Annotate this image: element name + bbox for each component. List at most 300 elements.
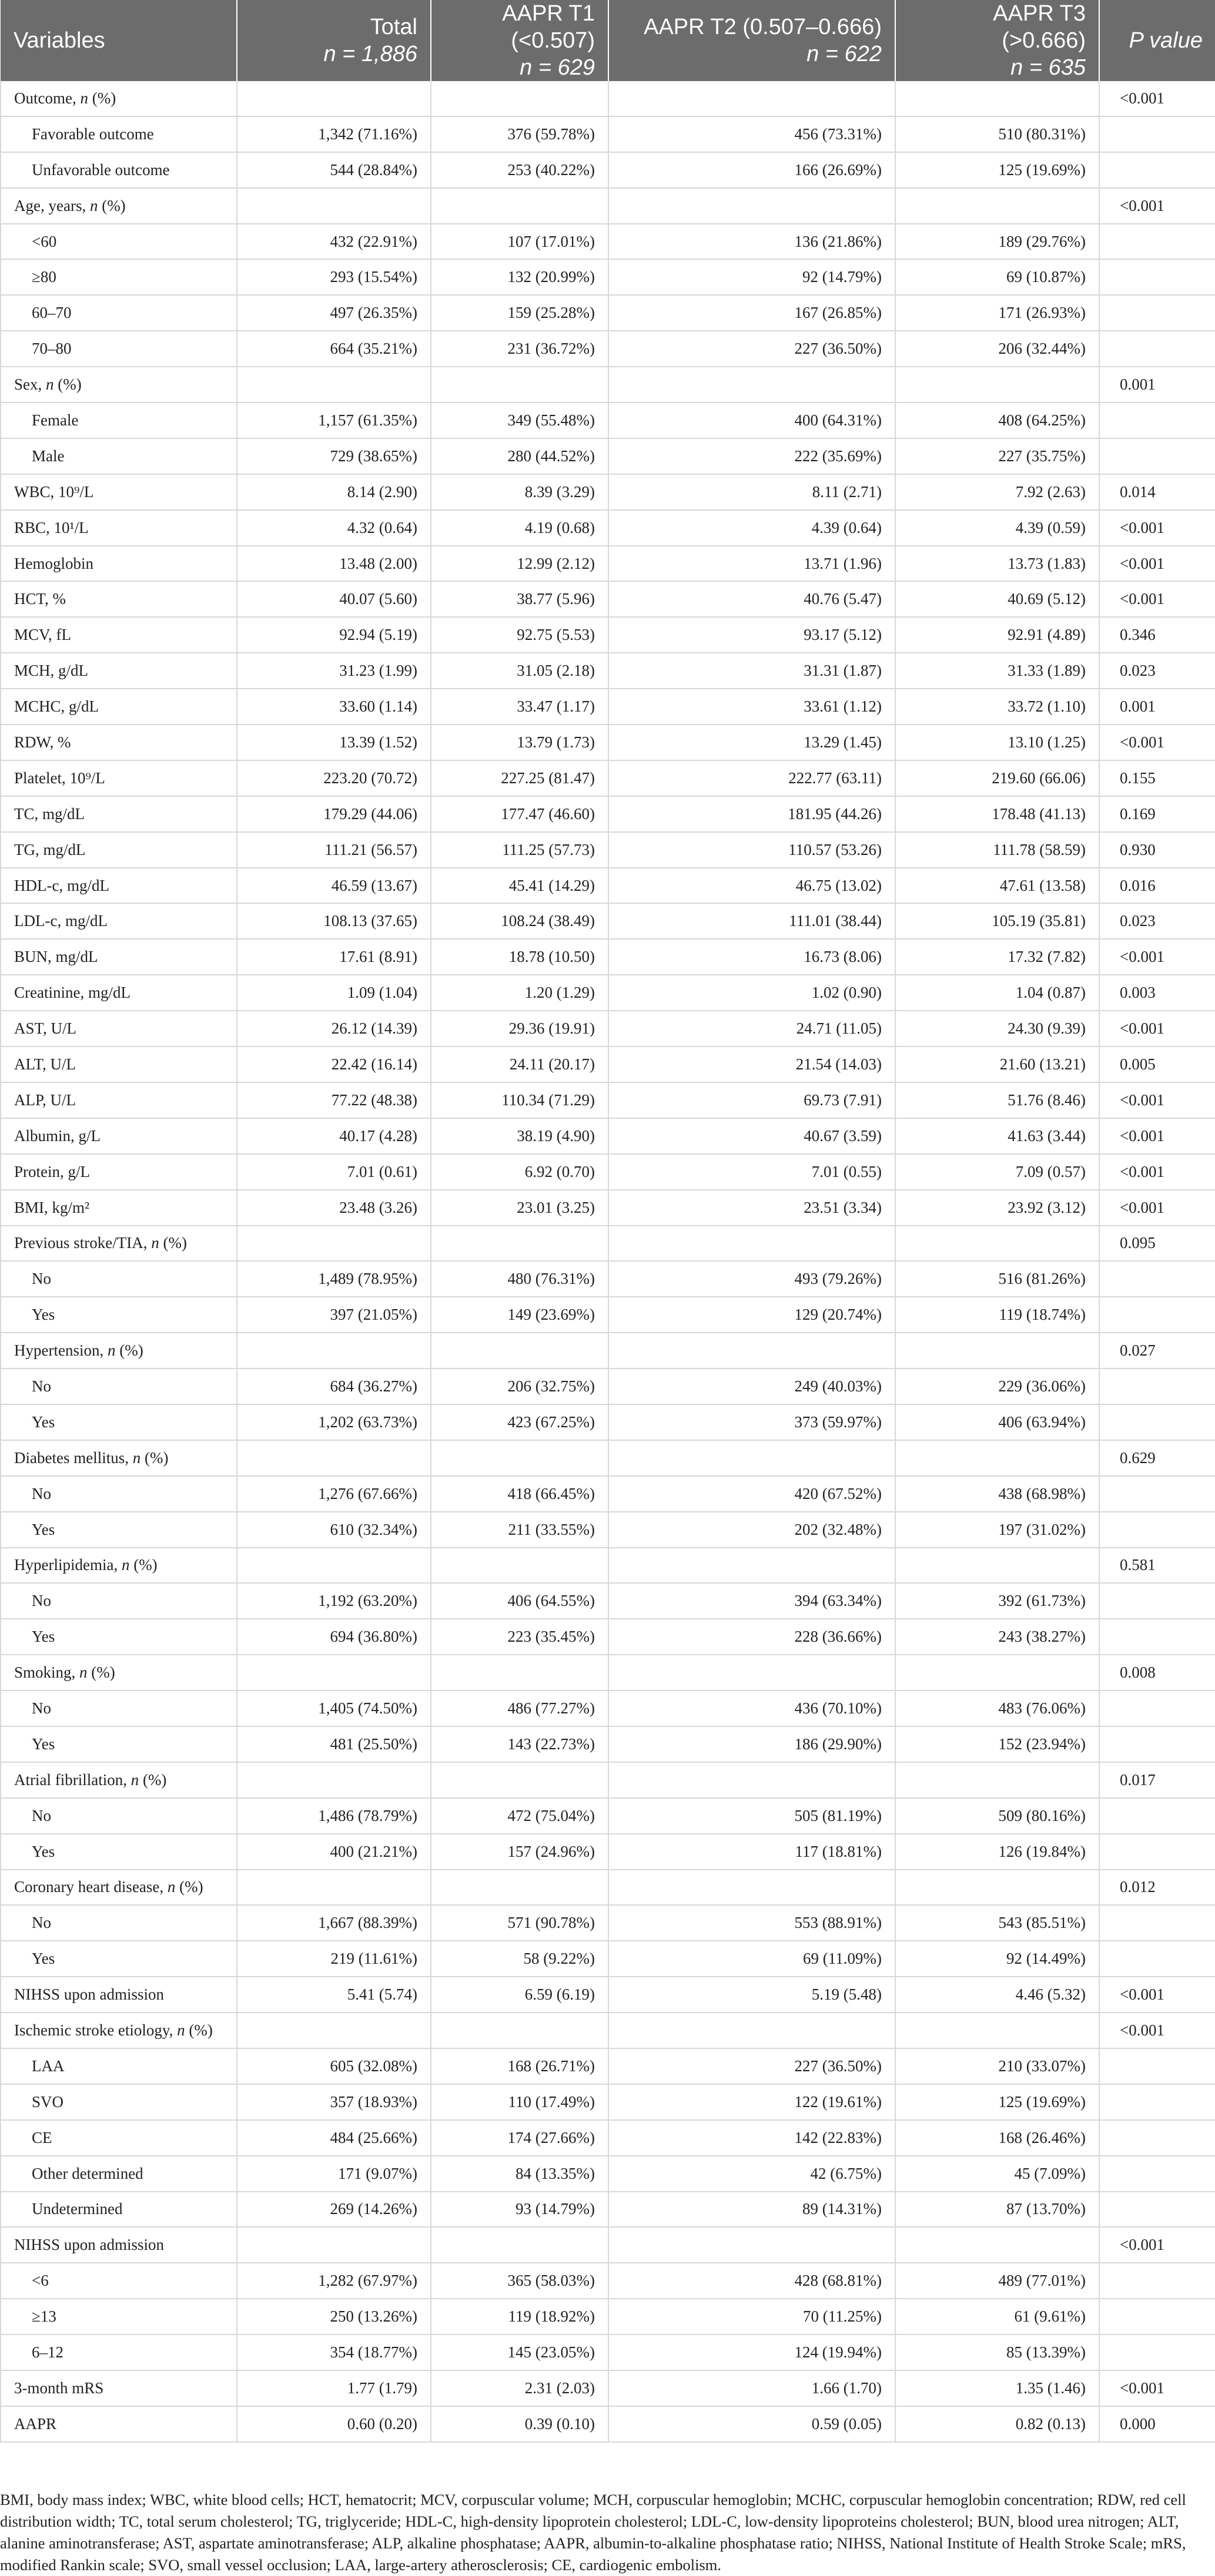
row-label: TG, mg/dL bbox=[1, 832, 237, 868]
p-value-cell bbox=[1099, 1905, 1215, 1941]
table-cell: 1.02 (0.90) bbox=[608, 975, 895, 1011]
table-body bbox=[1, 81, 1215, 2442]
table-cell: 249 (40.03%) bbox=[608, 1368, 895, 1404]
p-value-cell: <0.001 bbox=[1099, 81, 1215, 116]
table-cell: 110 (17.49%) bbox=[431, 2084, 608, 2120]
p-value-cell bbox=[1099, 1798, 1215, 1834]
p-value-cell: 0.003 bbox=[1099, 975, 1215, 1011]
table-cell: 684 (36.27%) bbox=[237, 1368, 431, 1404]
row-label: HCT, % bbox=[1, 581, 237, 617]
table-cell: 31.05 (2.18) bbox=[431, 653, 608, 689]
table-row bbox=[1, 2263, 1215, 2299]
table-cell bbox=[608, 367, 895, 402]
table-cell: 497 (26.35%) bbox=[237, 295, 431, 331]
p-value-cell bbox=[1099, 331, 1215, 367]
row-label: 3-month mRS bbox=[1, 2370, 237, 2406]
row-label: Ischemic stroke etiology, n (%) bbox=[1, 2012, 237, 2048]
row-label: MCV, fL bbox=[1, 617, 237, 653]
table-cell: 456 (73.31%) bbox=[608, 116, 895, 152]
table-cell: 544 (28.84%) bbox=[237, 152, 431, 188]
table-cell: 509 (80.16%) bbox=[895, 1798, 1099, 1834]
header-aapr-t1: AAPR T1 (<0.507) n = 629 bbox=[431, 0, 608, 81]
p-value-cell: <0.001 bbox=[1099, 188, 1215, 224]
table-cell: 1.09 (1.04) bbox=[237, 975, 431, 1011]
table-cell: 38.19 (4.90) bbox=[431, 1118, 608, 1154]
table-row bbox=[1, 1368, 1215, 1404]
row-label: Male bbox=[1, 438, 237, 474]
table-cell: 92.94 (5.19) bbox=[237, 617, 431, 653]
table-cell: 171 (9.07%) bbox=[237, 2156, 431, 2192]
p-value-cell: 0.000 bbox=[1099, 2406, 1215, 2442]
row-label: Yes bbox=[1, 1619, 237, 1655]
p-value-cell bbox=[1099, 152, 1215, 188]
table-cell: 227 (36.50%) bbox=[608, 2048, 895, 2084]
row-label: Atrial fibrillation, n (%) bbox=[1, 1762, 237, 1798]
table-cell: 17.61 (8.91) bbox=[237, 939, 431, 975]
table-cell: 119 (18.74%) bbox=[895, 1297, 1099, 1333]
table-cell: 168 (26.71%) bbox=[431, 2048, 608, 2084]
row-label: Other determined bbox=[1, 2156, 237, 2192]
table-cell: 392 (61.73%) bbox=[895, 1583, 1099, 1619]
table-cell: 210 (33.07%) bbox=[895, 2048, 1099, 2084]
p-value-cell: 0.012 bbox=[1099, 1870, 1215, 1906]
table-cell: 84 (13.35%) bbox=[431, 2156, 608, 2192]
table-row bbox=[1, 1941, 1215, 1977]
table-cell: 197 (31.02%) bbox=[895, 1512, 1099, 1548]
row-label: No bbox=[1, 1368, 237, 1404]
table-cell: 13.39 (1.52) bbox=[237, 724, 431, 760]
table-cell bbox=[608, 1548, 895, 1584]
table-row bbox=[1, 903, 1215, 939]
table-cell: 124 (19.94%) bbox=[608, 2334, 895, 2370]
table-cell: 111.21 (56.57) bbox=[237, 832, 431, 868]
table-cell: 222 (35.69%) bbox=[608, 438, 895, 474]
row-label: Sex, n (%) bbox=[1, 367, 237, 402]
table-cell: 489 (77.01%) bbox=[895, 2263, 1099, 2299]
table-cell bbox=[895, 81, 1099, 116]
table-cell bbox=[608, 1870, 895, 1906]
table-cell bbox=[237, 1548, 431, 1584]
p-value-cell: <0.001 bbox=[1099, 1977, 1215, 2012]
p-value-cell: <0.001 bbox=[1099, 1011, 1215, 1046]
table-cell: 481 (25.50%) bbox=[237, 1726, 431, 1762]
table-cell: 516 (81.26%) bbox=[895, 1261, 1099, 1297]
row-label: ALP, U/L bbox=[1, 1082, 237, 1118]
table-cell: 24.71 (11.05) bbox=[608, 1011, 895, 1046]
table-row bbox=[1, 81, 1215, 116]
table-cell: 1,157 (61.35%) bbox=[237, 402, 431, 438]
p-value-cell: <0.001 bbox=[1099, 2370, 1215, 2406]
table-cell: 202 (32.48%) bbox=[608, 1512, 895, 1548]
p-value-cell: <0.001 bbox=[1099, 510, 1215, 546]
table-cell: 354 (18.77%) bbox=[237, 2334, 431, 2370]
row-label: Coronary heart disease, n (%) bbox=[1, 1870, 237, 1906]
row-label: Previous stroke/TIA, n (%) bbox=[1, 1226, 237, 1262]
table-row bbox=[1, 1046, 1215, 1082]
table-cell: 149 (23.69%) bbox=[431, 1297, 608, 1333]
row-label: Yes bbox=[1, 1941, 237, 1977]
table-row bbox=[1, 2012, 1215, 2048]
p-value-cell: 0.017 bbox=[1099, 1762, 1215, 1798]
table-cell: 13.29 (1.45) bbox=[608, 724, 895, 760]
row-label: ALT, U/L bbox=[1, 1046, 237, 1082]
p-value-cell bbox=[1099, 1690, 1215, 1726]
table-cell: 5.41 (5.74) bbox=[237, 1977, 431, 2012]
table-cell: 483 (76.06%) bbox=[895, 1690, 1099, 1726]
p-value-cell bbox=[1099, 1368, 1215, 1404]
p-value-cell: 0.023 bbox=[1099, 903, 1215, 939]
table-footnote bbox=[0, 2489, 1215, 2576]
p-value-cell bbox=[1099, 2192, 1215, 2228]
table-cell bbox=[431, 1870, 608, 1906]
table-cell: 7.01 (0.61) bbox=[237, 1154, 431, 1190]
table-row bbox=[1, 1798, 1215, 1834]
row-label: Outcome, n (%) bbox=[1, 81, 237, 116]
table-cell: 61 (9.61%) bbox=[895, 2299, 1099, 2334]
table-cell bbox=[895, 1870, 1099, 1906]
p-value-cell bbox=[1099, 1297, 1215, 1333]
table-row bbox=[1, 1583, 1215, 1619]
table-cell: 186 (29.90%) bbox=[608, 1726, 895, 1762]
table-row bbox=[1, 2406, 1215, 2442]
table-cell: 26.12 (14.39) bbox=[237, 1011, 431, 1046]
table-row bbox=[1, 1870, 1215, 1906]
row-label: Albumin, g/L bbox=[1, 1118, 237, 1154]
row-label: BMI, kg/m² bbox=[1, 1190, 237, 1226]
row-label: TC, mg/dL bbox=[1, 796, 237, 832]
p-value-cell: 0.014 bbox=[1099, 474, 1215, 510]
table-cell: 349 (55.48%) bbox=[431, 402, 608, 438]
table-cell bbox=[237, 1226, 431, 1262]
header-aapr-t3: AAPR T3 (>0.666) n = 635 bbox=[895, 0, 1099, 81]
table-cell: 6.59 (6.19) bbox=[431, 1977, 608, 2012]
p-value-cell bbox=[1099, 438, 1215, 474]
table-cell bbox=[608, 81, 895, 116]
header-aapr-t2: AAPR T2 (0.507–0.666) n = 622 bbox=[608, 0, 895, 81]
table-cell: 13.73 (1.83) bbox=[895, 546, 1099, 582]
table-cell: 376 (59.78%) bbox=[431, 116, 608, 152]
table-cell: 13.79 (1.73) bbox=[431, 724, 608, 760]
table-cell: 41.63 (3.44) bbox=[895, 1118, 1099, 1154]
table-cell bbox=[237, 1870, 431, 1906]
table-cell: 8.11 (2.71) bbox=[608, 474, 895, 510]
table-cell: 223.20 (70.72) bbox=[237, 760, 431, 796]
table-cell: 13.71 (1.96) bbox=[608, 546, 895, 582]
table-row bbox=[1, 546, 1215, 582]
table-cell: 89 (14.31%) bbox=[608, 2192, 895, 2228]
table-cell: 4.32 (0.64) bbox=[237, 510, 431, 546]
table-cell: 168 (26.46%) bbox=[895, 2120, 1099, 2156]
table-row bbox=[1, 295, 1215, 331]
table-cell: 69 (10.87%) bbox=[895, 259, 1099, 295]
table-cell: 486 (77.27%) bbox=[431, 1690, 608, 1726]
table-cell: 510 (80.31%) bbox=[895, 116, 1099, 152]
p-value-cell bbox=[1099, 1476, 1215, 1512]
table-row bbox=[1, 402, 1215, 438]
table-row bbox=[1, 510, 1215, 546]
table-cell: 23.48 (3.26) bbox=[237, 1190, 431, 1226]
table-row bbox=[1, 331, 1215, 367]
table-row bbox=[1, 2120, 1215, 2156]
row-label: Yes bbox=[1, 1512, 237, 1548]
table-cell: 33.72 (1.10) bbox=[895, 689, 1099, 724]
table-row bbox=[1, 1834, 1215, 1870]
table-cell bbox=[895, 2227, 1099, 2263]
table-row bbox=[1, 939, 1215, 975]
row-label: No bbox=[1, 1583, 237, 1619]
table-cell bbox=[237, 1655, 431, 1690]
table-cell bbox=[895, 2012, 1099, 2048]
table-cell: 394 (63.34%) bbox=[608, 1583, 895, 1619]
table-row bbox=[1, 2227, 1215, 2263]
table-cell: 40.67 (3.59) bbox=[608, 1118, 895, 1154]
table-cell: 505 (81.19%) bbox=[608, 1798, 895, 1834]
table-cell: 243 (38.27%) bbox=[895, 1619, 1099, 1655]
table-row bbox=[1, 581, 1215, 617]
table-row bbox=[1, 1548, 1215, 1584]
table-cell: 69.73 (7.91) bbox=[608, 1082, 895, 1118]
table-cell: 145 (23.05%) bbox=[431, 2334, 608, 2370]
table-cell bbox=[608, 2227, 895, 2263]
table-cell: 7.92 (2.63) bbox=[895, 474, 1099, 510]
header-p-value: P value bbox=[1099, 0, 1215, 81]
table-cell: 2.31 (2.03) bbox=[431, 2370, 608, 2406]
table-cell: 4.39 (0.59) bbox=[895, 510, 1099, 546]
table-row bbox=[1, 259, 1215, 295]
p-value-cell: 0.581 bbox=[1099, 1548, 1215, 1584]
table-row bbox=[1, 2370, 1215, 2406]
table-cell: 122 (19.61%) bbox=[608, 2084, 895, 2120]
table-cell: 31.31 (1.87) bbox=[608, 653, 895, 689]
table-cell: 484 (25.66%) bbox=[237, 2120, 431, 2156]
table-cell: 152 (23.94%) bbox=[895, 1726, 1099, 1762]
row-label: MCH, g/dL bbox=[1, 653, 237, 689]
table-cell bbox=[431, 1226, 608, 1262]
table-row bbox=[1, 832, 1215, 868]
p-value-cell: <0.001 bbox=[1099, 2227, 1215, 2263]
table-cell: 553 (88.91%) bbox=[608, 1905, 895, 1941]
table-cell: 47.61 (13.58) bbox=[895, 868, 1099, 904]
table-cell: 293 (15.54%) bbox=[237, 259, 431, 295]
table-cell: 108.24 (38.49) bbox=[431, 903, 608, 939]
header-total: Total n = 1,886 bbox=[237, 0, 431, 81]
row-label: Undetermined bbox=[1, 2192, 237, 2228]
p-value-cell: 0.001 bbox=[1099, 367, 1215, 402]
row-label: BUN, mg/dL bbox=[1, 939, 237, 975]
table-cell: 0.59 (0.05) bbox=[608, 2406, 895, 2442]
table-cell: 664 (35.21%) bbox=[237, 331, 431, 367]
row-label: CE bbox=[1, 2120, 237, 2156]
p-value-cell: 0.008 bbox=[1099, 1655, 1215, 1690]
table-cell: 87 (13.70%) bbox=[895, 2192, 1099, 2228]
table-cell: 45 (7.09%) bbox=[895, 2156, 1099, 2192]
table-cell: 174 (27.66%) bbox=[431, 2120, 608, 2156]
table-cell: 231 (36.72%) bbox=[431, 331, 608, 367]
table-row bbox=[1, 1190, 1215, 1226]
table-cell: 23.01 (3.25) bbox=[431, 1190, 608, 1226]
table-row bbox=[1, 617, 1215, 653]
table-cell bbox=[431, 2227, 608, 2263]
table-cell: 46.59 (13.67) bbox=[237, 868, 431, 904]
table-cell: 178.48 (41.13) bbox=[895, 796, 1099, 832]
table-cell: 1,667 (88.39%) bbox=[237, 1905, 431, 1941]
table-cell bbox=[608, 1226, 895, 1262]
table-cell: 51.76 (8.46) bbox=[895, 1082, 1099, 1118]
table-cell bbox=[895, 1655, 1099, 1690]
table-cell bbox=[431, 1548, 608, 1584]
p-value-cell bbox=[1099, 259, 1215, 295]
table-cell: 493 (79.26%) bbox=[608, 1261, 895, 1297]
table-cell: 24.30 (9.39) bbox=[895, 1011, 1099, 1046]
table-cell: 13.48 (2.00) bbox=[237, 546, 431, 582]
table-row bbox=[1, 1476, 1215, 1512]
row-label: Female bbox=[1, 402, 237, 438]
table-row bbox=[1, 796, 1215, 832]
table-cell: 0.60 (0.20) bbox=[237, 2406, 431, 2442]
p-value-cell bbox=[1099, 1583, 1215, 1619]
row-label: No bbox=[1, 1905, 237, 1941]
table-cell: 423 (67.25%) bbox=[431, 1404, 608, 1440]
table-cell: 110.57 (53.26) bbox=[608, 832, 895, 868]
table-cell bbox=[608, 1333, 895, 1368]
table-cell bbox=[431, 367, 608, 402]
table-row bbox=[1, 1226, 1215, 1262]
p-value-cell: <0.001 bbox=[1099, 1082, 1215, 1118]
table-cell: 18.78 (10.50) bbox=[431, 939, 608, 975]
table-cell bbox=[895, 1548, 1099, 1584]
table-row bbox=[1, 1655, 1215, 1690]
table-cell: 406 (63.94%) bbox=[895, 1404, 1099, 1440]
table-cell: 69 (11.09%) bbox=[608, 1941, 895, 1977]
table-cell: 418 (66.45%) bbox=[431, 1476, 608, 1512]
table-row bbox=[1, 152, 1215, 188]
table-cell: 223 (35.45%) bbox=[431, 1619, 608, 1655]
table-cell: 1,282 (67.97%) bbox=[237, 2263, 431, 2299]
row-label: No bbox=[1, 1261, 237, 1297]
table-cell: 12.99 (2.12) bbox=[431, 546, 608, 582]
p-value-cell: <0.001 bbox=[1099, 1118, 1215, 1154]
p-value-cell bbox=[1099, 1834, 1215, 1870]
table-cell: 92 (14.79%) bbox=[608, 259, 895, 295]
table-cell: 373 (59.97%) bbox=[608, 1404, 895, 1440]
table-cell bbox=[237, 1440, 431, 1476]
row-label: ≥80 bbox=[1, 259, 237, 295]
table-cell bbox=[608, 1655, 895, 1690]
p-value-cell: 0.629 bbox=[1099, 1440, 1215, 1476]
table-cell: 110.34 (71.29) bbox=[431, 1082, 608, 1118]
table-cell: 0.39 (0.10) bbox=[431, 2406, 608, 2442]
table-row bbox=[1, 2048, 1215, 2084]
table-cell bbox=[895, 1440, 1099, 1476]
table-row bbox=[1, 868, 1215, 904]
table-cell: 4.19 (0.68) bbox=[431, 510, 608, 546]
table-cell bbox=[237, 367, 431, 402]
table-cell: 126 (19.84%) bbox=[895, 1834, 1099, 1870]
table-cell: 24.11 (20.17) bbox=[431, 1046, 608, 1082]
table-cell: 22.42 (16.14) bbox=[237, 1046, 431, 1082]
table-cell: 7.01 (0.55) bbox=[608, 1154, 895, 1190]
table-cell: 31.33 (1.89) bbox=[895, 653, 1099, 689]
table-cell: 17.32 (7.82) bbox=[895, 939, 1099, 975]
row-label: Yes bbox=[1, 1726, 237, 1762]
table-cell: 400 (64.31%) bbox=[608, 402, 895, 438]
p-value-cell: 0.169 bbox=[1099, 796, 1215, 832]
table-cell: 42 (6.75%) bbox=[608, 2156, 895, 2192]
p-value-cell: <0.001 bbox=[1099, 581, 1215, 617]
row-label: NIHSS upon admission bbox=[1, 2227, 237, 2263]
table-cell: 181.95 (44.26) bbox=[608, 796, 895, 832]
table-cell: 70 (11.25%) bbox=[608, 2299, 895, 2334]
table-cell: 46.75 (13.02) bbox=[608, 868, 895, 904]
p-value-cell: 0.023 bbox=[1099, 653, 1215, 689]
p-value-cell: 0.027 bbox=[1099, 1333, 1215, 1368]
table-row bbox=[1, 760, 1215, 796]
p-value-cell: <0.001 bbox=[1099, 724, 1215, 760]
table-cell: 1,342 (71.16%) bbox=[237, 116, 431, 152]
table-cell: 93.17 (5.12) bbox=[608, 617, 895, 653]
table-cell: 406 (64.55%) bbox=[431, 1583, 608, 1619]
table-cell: 179.29 (44.06) bbox=[237, 796, 431, 832]
table-cell: 92.91 (4.89) bbox=[895, 617, 1099, 653]
table-cell: 1.77 (1.79) bbox=[237, 2370, 431, 2406]
table-cell: 227 (35.75%) bbox=[895, 438, 1099, 474]
table-cell: 605 (32.08%) bbox=[237, 2048, 431, 2084]
table-cell: 1.66 (1.70) bbox=[608, 2370, 895, 2406]
table-cell: 159 (25.28%) bbox=[431, 295, 608, 331]
table-cell bbox=[608, 1762, 895, 1798]
header-variables: Variables bbox=[1, 0, 237, 81]
table-cell bbox=[431, 188, 608, 224]
table-row bbox=[1, 653, 1215, 689]
p-value-cell: 0.930 bbox=[1099, 832, 1215, 868]
table-cell: 129 (20.74%) bbox=[608, 1297, 895, 1333]
table-row bbox=[1, 1762, 1215, 1798]
row-label: Unfavorable outcome bbox=[1, 152, 237, 188]
table-row bbox=[1, 975, 1215, 1011]
row-label: MCHC, g/dL bbox=[1, 689, 237, 724]
table-row bbox=[1, 1726, 1215, 1762]
table-cell: 222.77 (63.11) bbox=[608, 760, 895, 796]
table-cell: 16.73 (8.06) bbox=[608, 939, 895, 975]
row-label: Protein, g/L bbox=[1, 1154, 237, 1190]
table-cell: 40.17 (4.28) bbox=[237, 1118, 431, 1154]
table-row bbox=[1, 1261, 1215, 1297]
table-row bbox=[1, 2334, 1215, 2370]
table-cell: 31.23 (1.99) bbox=[237, 653, 431, 689]
table-cell: 85 (13.39%) bbox=[895, 2334, 1099, 2370]
table-cell: 177.47 (46.60) bbox=[431, 796, 608, 832]
table-row bbox=[1, 1690, 1215, 1726]
p-value-cell bbox=[1099, 1726, 1215, 1762]
table-cell: 23.92 (3.12) bbox=[895, 1190, 1099, 1226]
row-label: 6–12 bbox=[1, 2334, 237, 2370]
table-cell bbox=[895, 367, 1099, 402]
row-label: Creatinine, mg/dL bbox=[1, 975, 237, 1011]
p-value-cell bbox=[1099, 2084, 1215, 2120]
table-cell: 543 (85.51%) bbox=[895, 1905, 1099, 1941]
table-row bbox=[1, 2299, 1215, 2334]
row-label: Yes bbox=[1, 1297, 237, 1333]
table-cell bbox=[608, 188, 895, 224]
table-cell: 4.39 (0.64) bbox=[608, 510, 895, 546]
table-row bbox=[1, 1619, 1215, 1655]
row-label: LAA bbox=[1, 2048, 237, 2084]
p-value-cell: 0.016 bbox=[1099, 868, 1215, 904]
p-value-cell: <0.001 bbox=[1099, 546, 1215, 582]
p-value-cell bbox=[1099, 1512, 1215, 1548]
table-cell: 436 (70.10%) bbox=[608, 1690, 895, 1726]
table-cell: 227 (36.50%) bbox=[608, 331, 895, 367]
